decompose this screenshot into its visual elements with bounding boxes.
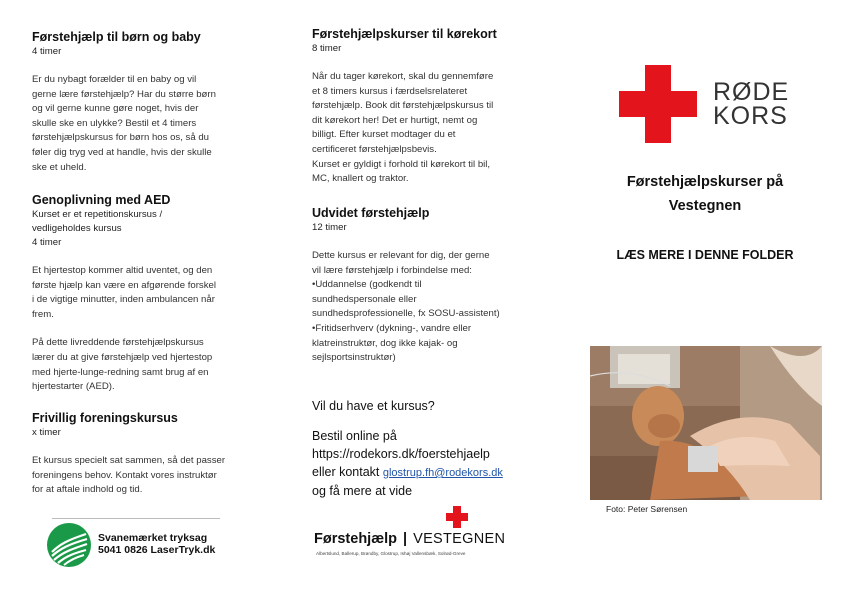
body-line: foreningens behov. Kontakt vores instruktør <box>32 469 217 481</box>
section-title: Genoplivning med AED <box>32 193 171 207</box>
section-duration: 8 timer <box>312 43 342 54</box>
section-aed <box>32 192 262 395</box>
body-line: ske et uheld. <box>32 161 87 173</box>
section-title: Førstehjælpskurser til kørekort <box>312 27 497 41</box>
body-line: Er du nybagt forælder til en baby og vil <box>32 74 197 85</box>
body-line: frem. <box>32 308 54 320</box>
divider <box>52 518 220 519</box>
body-line: •Fritidserhverv (dykning-, vandre eller <box>312 322 472 334</box>
email-link[interactable]: glostrup.fh@rodekors.dk <box>382 467 503 479</box>
order-line: Bestil online på <box>312 429 397 443</box>
logo-text-line2: KORS <box>713 102 788 130</box>
section-title: Frivillig foreningskursus <box>32 411 178 425</box>
footer-logo-right: VESTEGNEN <box>413 531 506 547</box>
body-line: sundhedsprofessionelle, fx SOSU-assistent) <box>312 308 500 320</box>
body-line: Når du tager kørekort, skal du gennemføre <box>312 71 494 82</box>
body-line: føler dig tryg ved at handle, hvis der skulle <box>32 146 212 158</box>
section-child-baby <box>32 29 262 175</box>
logo-text-line1: RØDE <box>713 78 790 106</box>
body-line: i de vigtige minutter, inden ambulancen når <box>32 294 215 306</box>
body-line: På dette livreddende førstehjælpskursus <box>32 337 204 349</box>
body-line: MC, knallert og traktor. <box>312 173 409 185</box>
section-duration: 4 timer <box>32 46 62 57</box>
body-line: med hjerte-lunge-redning samt brug af en <box>32 366 209 378</box>
cover-title-line2: Vestegnen <box>668 198 742 214</box>
section-title: Udvidet førstehjælp <box>312 206 430 220</box>
footer-logo-wordmark <box>314 530 505 548</box>
body-line: et 8 timers kursus i færdselsrelateret <box>312 85 468 97</box>
section-title: Førstehjælp til børn og baby <box>32 30 201 44</box>
body-line: sundhedspersonale eller <box>312 293 417 305</box>
body-line: lærer du at give førstehjælp ved hjertestop <box>32 351 213 363</box>
body-line: •Uddannelse (godkendt til <box>312 279 422 291</box>
body-line: hjertestarter (AED). <box>32 381 115 393</box>
red-cross-logo-icon <box>619 65 697 143</box>
cpr-training-photo <box>590 346 822 500</box>
body-line: sejlsportsinstruktør) <box>312 352 396 364</box>
body-line: billigt. Efter kurset modtager du et <box>312 129 456 141</box>
footer-logo <box>312 506 542 566</box>
body-line: Et hjertestop kommer altid uventet, og den <box>32 265 213 276</box>
body-line: førstehjælpskursus for børn hos os, så du <box>32 132 210 144</box>
body-line: dit kørekort her! Det er hurtigt, nemt og <box>312 114 478 126</box>
footer-logo-left: Førstehjælp <box>314 531 397 547</box>
body-line: skulle ske en ulykke? Bestil et 4 timers <box>32 117 197 129</box>
body-line: Et kursus specielt sat sammen, så det passer <box>32 455 226 466</box>
body-line: første hjælp kan være en afgørende forskel <box>32 279 216 291</box>
photo-credit: Foto: Peter Sørensen <box>606 504 688 514</box>
order-contact-prefix: eller kontakt <box>312 465 383 479</box>
body-line: certificeret førstehjælpsbevis. <box>312 143 437 155</box>
swan-logo-icon <box>46 522 92 568</box>
body-line: for at aftale indhold og tid. <box>32 484 143 496</box>
order-line: og få mere at vide <box>312 484 413 498</box>
body-line: klatreinstruktør, dog ikke kajak- og <box>312 337 458 349</box>
swan-text-line1: Svanemærket tryksag <box>98 532 208 544</box>
footer-logo-separator: | <box>403 531 408 547</box>
section-subtitle: vedligeholdes kursus <box>32 223 122 234</box>
swan-ecolabel <box>46 518 246 572</box>
body-line: vil lære førstehjælp i forbindelse med: <box>312 264 472 276</box>
section-duration: x timer <box>32 427 61 438</box>
cover-title <box>590 170 820 218</box>
order-question: Vil du have et kursus? <box>312 399 435 413</box>
order-url[interactable]: https://rodekors.dk/foerstehjaelp <box>312 447 490 461</box>
body-line: og vil gerne kunne gøre noget, hvis der <box>32 103 199 115</box>
section-association <box>32 410 262 498</box>
section-extended <box>312 205 542 366</box>
section-duration: 4 timer <box>32 237 62 248</box>
swan-text-line2: 5041 0826 LaserTryk.dk <box>98 544 216 556</box>
section-duration: 12 timer <box>312 222 347 233</box>
body-line: gerne lære førstehjælp? Har du større børn <box>32 88 216 100</box>
cta-read-more: LÆS MERE I DENNE FOLDER <box>616 248 794 262</box>
section-drivers-license <box>312 26 542 187</box>
section-subtitle: Kurset er et repetitionskursus / <box>32 209 163 220</box>
order-block <box>312 397 552 500</box>
body-line: Dette kursus er relevant for dig, der gerne <box>312 250 490 261</box>
red-cross-icon <box>446 506 468 528</box>
footer-towns: Albertslund, Ballerup, Brøndby, Glostrup, Ishøj Vallensbæk, Solrød-Greve <box>316 551 466 556</box>
body-line: Kurset er gyldigt i forhold til kørekort til bil, <box>312 158 491 170</box>
order-contact <box>312 463 552 482</box>
body-line: førstehjælp. Book dit førstehjælpskursus til <box>312 100 494 112</box>
cover-title-line1: Førstehjælpskurser på <box>626 174 784 190</box>
